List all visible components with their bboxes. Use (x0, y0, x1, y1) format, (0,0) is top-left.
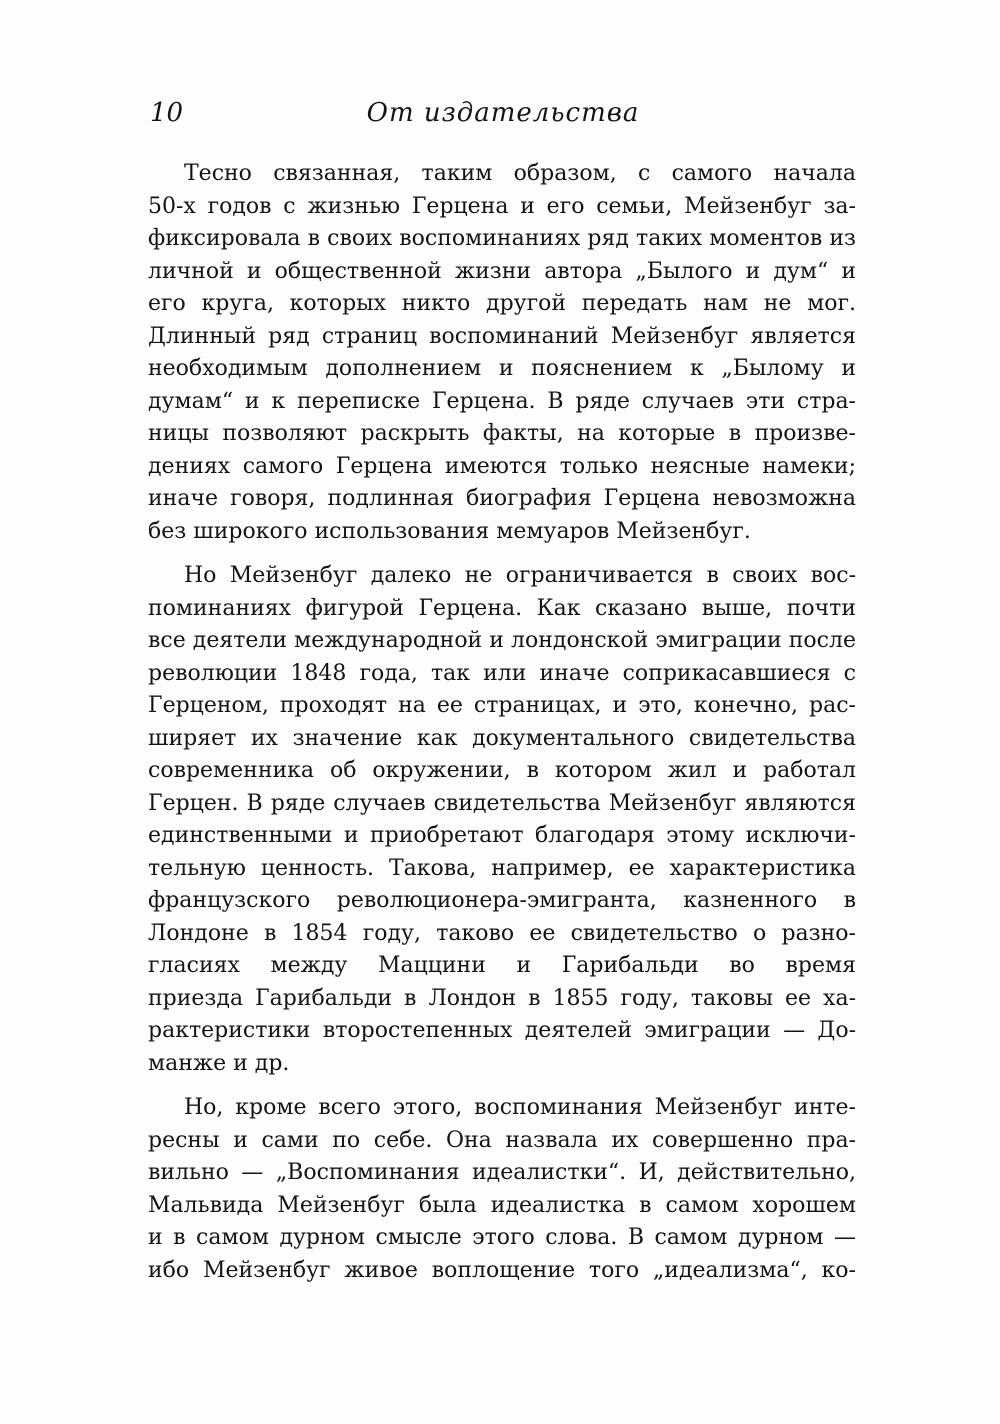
paragraph-2 (148, 560, 856, 1080)
paragraph-1 (148, 158, 856, 548)
text-line: единственными и приобретают благодаря этому исключи- (148, 823, 856, 848)
text-line: манже и др. (148, 1050, 290, 1076)
text-line: Герценом, проходят на ее страницах, и это, конечно, рас- (148, 693, 856, 718)
text-line: рактеристики второстепенных деятелей эмиграции — До- (148, 1018, 856, 1043)
text-line: иначе говоря, подлинная биография Герцена невозможна (148, 486, 856, 511)
text-line: 50-х годов с жизнью Герцена и его семьи, Мейзенбуг за- (148, 193, 856, 219)
text-line: фиксировала в своих воспоминаниях ряд таких моментов из (148, 226, 856, 251)
text-line: его круга, которых никто другой передать нам не мог. (148, 291, 856, 316)
text-line: необходимым дополнением и пояснением к „Былому и (148, 356, 856, 381)
body-text (148, 158, 856, 1299)
text-line: революции 1848 года, так или иначе соприкасавшиеся с (148, 660, 856, 686)
text-line: все деятели международной и лондонской эмиграции после (148, 628, 856, 653)
text-line: Лондоне в 1854 году, таково ее свидетельство о разно- (148, 920, 856, 946)
text-line: французского революционера-эмигранта, казненного в (148, 888, 856, 913)
text-line: без широкого использования мемуаров Мейзенбуг. (148, 518, 751, 544)
text-line: приезда Гарибальди в Лондон в 1855 году, таковы ее ха- (148, 985, 856, 1011)
text-line: Длинный ряд страниц воспоминаний Мейзенбуг является (148, 323, 856, 349)
text-line: дениях самого Герцена имеются только неясные намеки; (148, 453, 856, 479)
text-line: Но Мейзенбуг далеко не ограничивается в своих вос- (184, 563, 856, 588)
text-line: тельную ценность. Такова, например, ее характеристика (148, 855, 856, 881)
page-header (148, 98, 858, 138)
text-line: Мальвида Мейзенбуг была идеалистка в самом хорошем (148, 1192, 856, 1218)
text-line: Но, кроме всего этого, воспоминания Мейзенбуг инте- (184, 1095, 856, 1120)
text-line: думам“ и к переписке Герцена. В ряде случаев эти стра- (148, 388, 856, 414)
paragraph-3 (148, 1092, 856, 1287)
text-line: личной и общественной жизни автора „Былого и дум“ и (148, 258, 856, 284)
text-line: Герцен. В ряде случаев свидетельства Мейзенбуг являются (148, 790, 856, 816)
text-line: ницы позволяют раскрыть факты, на которые в произве- (148, 421, 856, 446)
text-line: ресны и сами по себе. Она назвала их совершенно пра- (148, 1127, 856, 1153)
text-line: ширяет их значение как документального свидетельства (148, 725, 856, 751)
text-line: современника об окружении, в котором жил и работал (148, 758, 856, 783)
text-line: гласиях между Маццини и Гарибальди во время (148, 953, 856, 978)
running-title: От издательства (366, 98, 640, 128)
page-number: 10 (150, 98, 184, 128)
text-line: вильно — „Воспоминания идеалистки“. И, действительно, (148, 1160, 856, 1185)
text-line: поминаниях фигурой Герцена. Как сказано выше, почти (148, 595, 856, 621)
text-line: ибо Мейзенбуг живое воплощение того „идеализма“, ко- (148, 1257, 856, 1283)
text-line: и в самом дурном смысле этого слова. В самом дурном — (148, 1225, 856, 1250)
text-line: Тесно связанная, таким образом, с самого начала (184, 161, 856, 186)
